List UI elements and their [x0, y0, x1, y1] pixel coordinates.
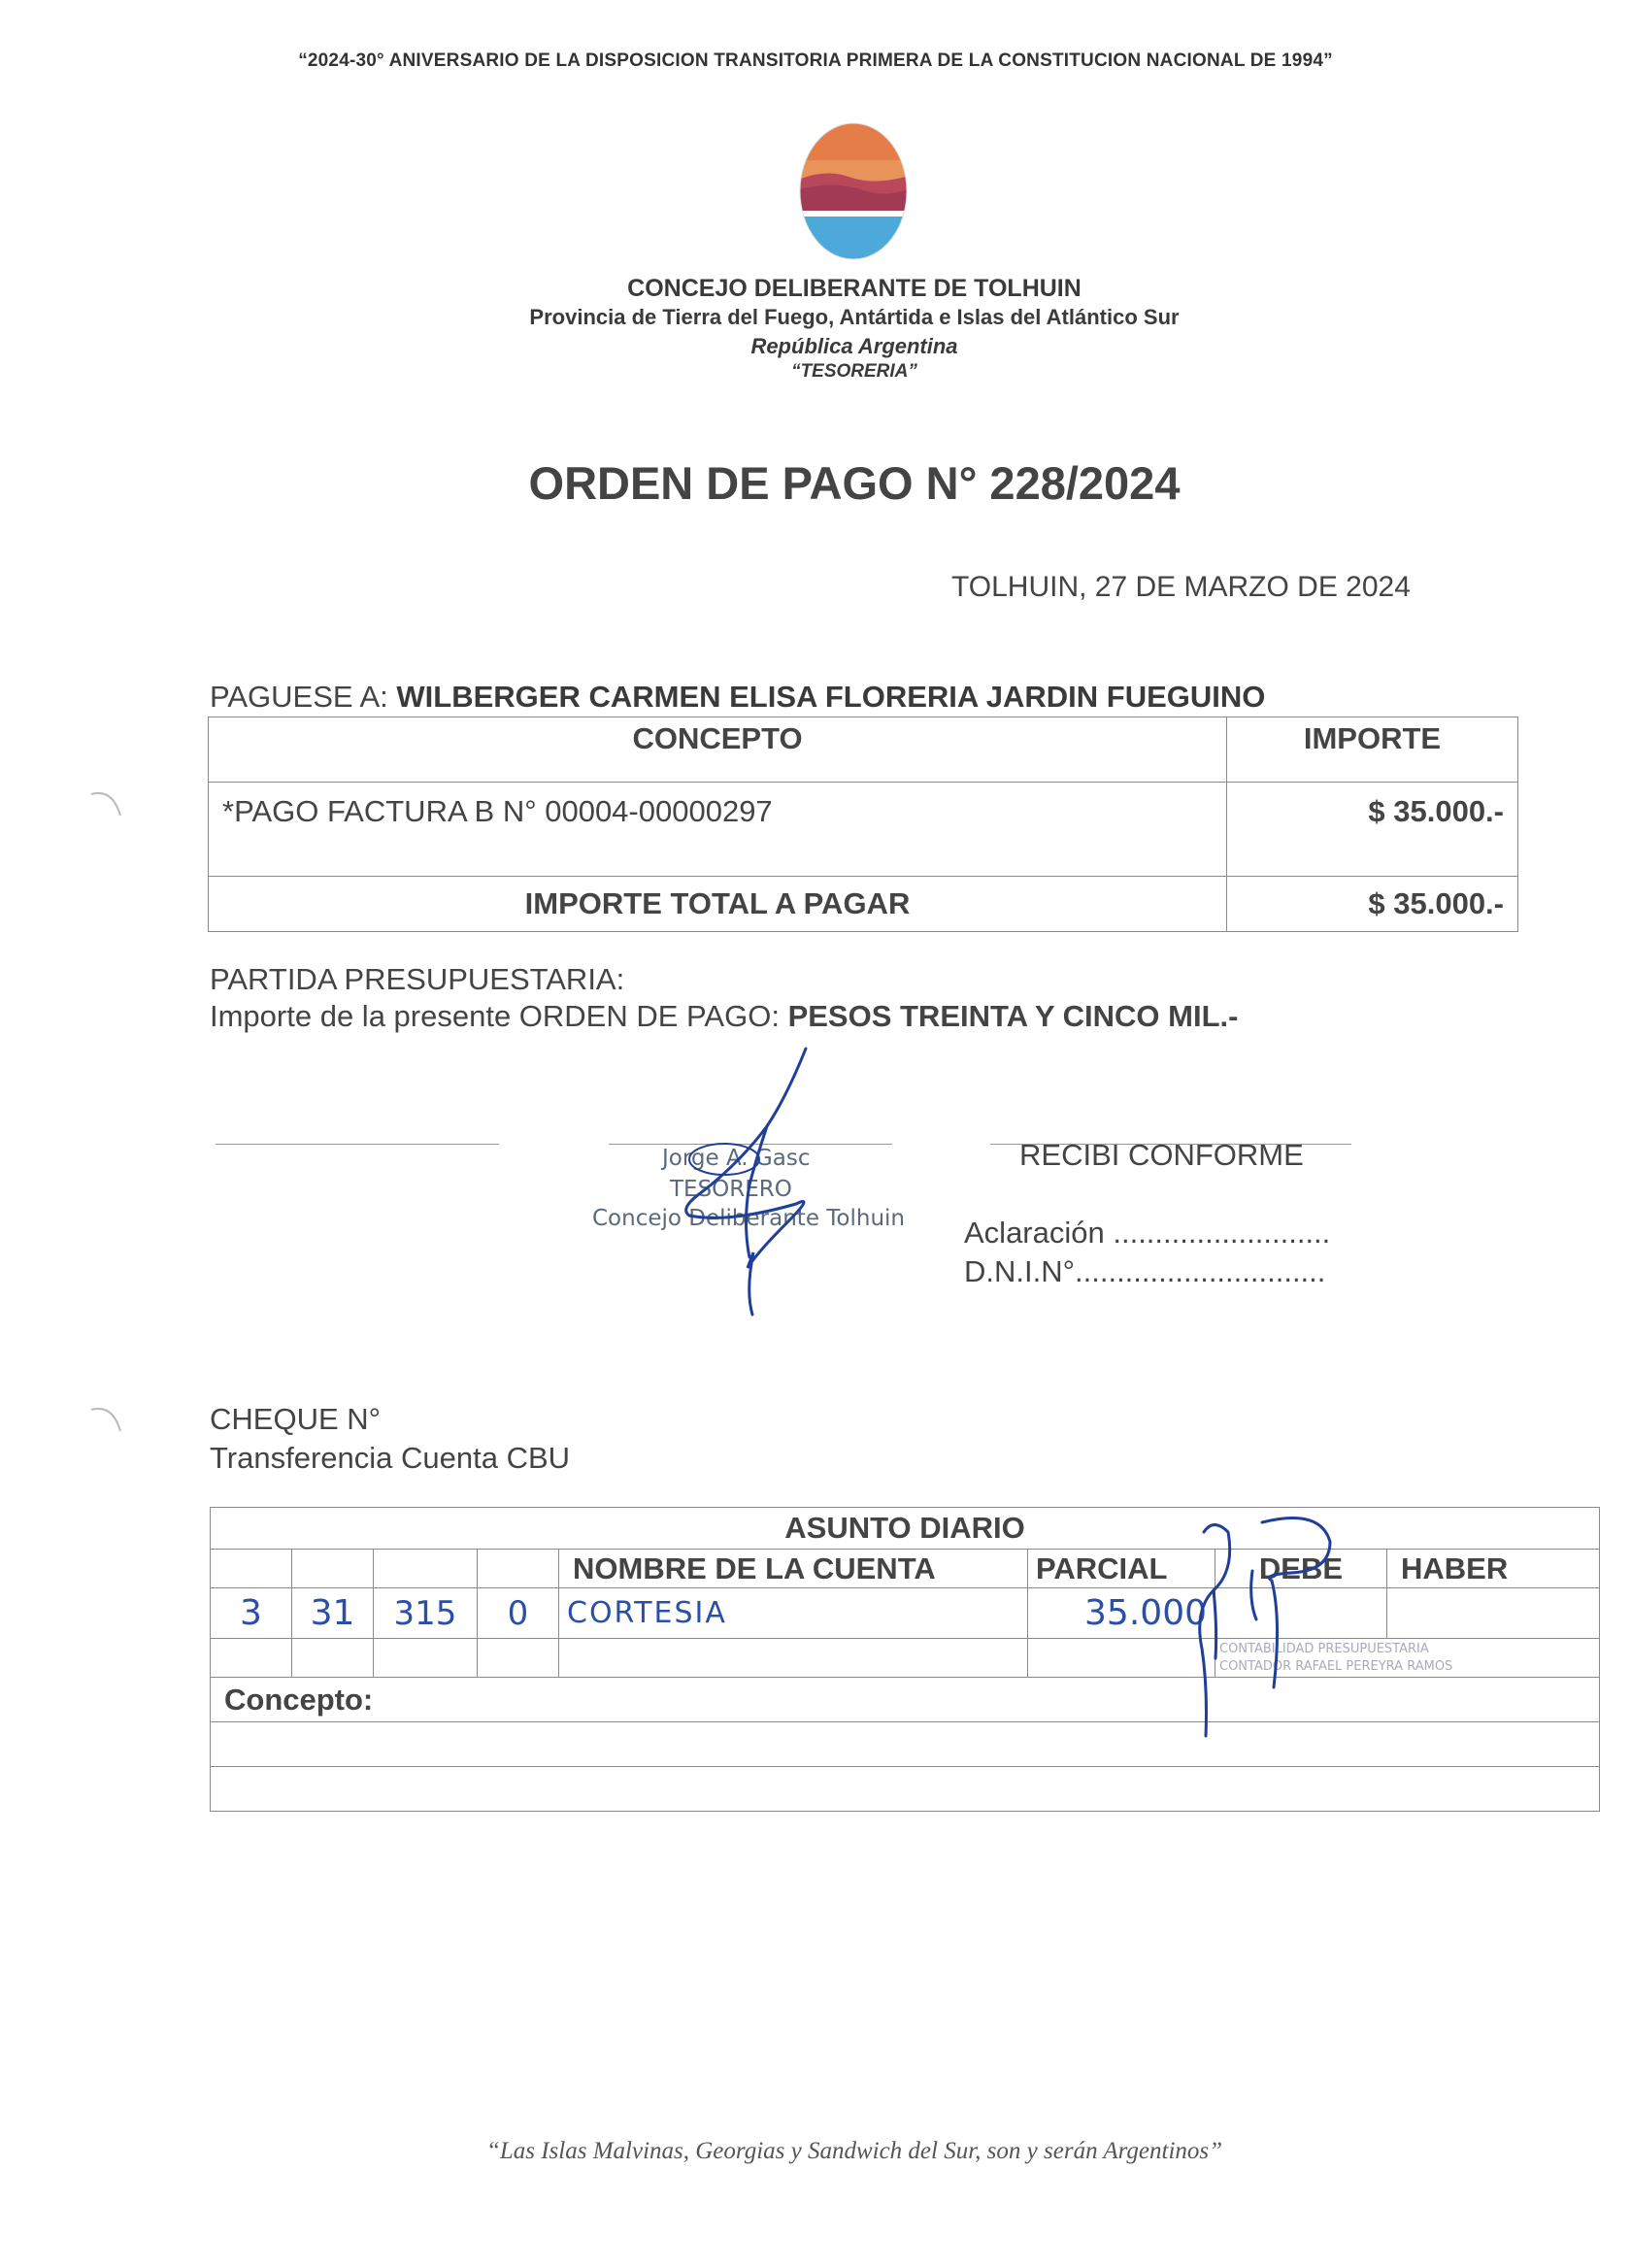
empty-cell: [559, 1639, 1028, 1678]
place-date: TOLHUIN, 27 DE MARZO DE 2024: [951, 571, 1411, 603]
table-row: [211, 1767, 1600, 1812]
haber-cell: [1387, 1588, 1600, 1639]
concepto-label: Concepto:: [211, 1678, 1600, 1722]
payee-label: PAGUESE A:: [210, 680, 388, 714]
item-amount: $ 35.000.-: [1227, 783, 1518, 877]
stamp-line-1: CONTABILIDAD PRESUPUESTARIA: [1219, 1641, 1429, 1656]
province-line: Provincia de Tierra del Fuego, Antártida e Islas del Atlántico Sur: [529, 305, 1180, 329]
partida-label: PARTIDA PRESUPUESTARIA:: [210, 962, 625, 996]
code-3: 315: [374, 1588, 478, 1639]
payee-line: [210, 680, 1265, 715]
department-line: “TESORERIA”: [791, 361, 917, 382]
aclaracion-field: Aclaración ..........................: [964, 1216, 1331, 1250]
total-row: [209, 877, 1518, 932]
code-col-header: [292, 1550, 374, 1588]
punch-hole-mark: [89, 786, 128, 821]
table-row: [211, 1588, 1600, 1639]
asunto-title: ASUNTO DIARIO: [211, 1508, 1600, 1550]
debe-col-header: DEBE: [1215, 1550, 1387, 1588]
parcial-col-header: PARCIAL: [1028, 1550, 1215, 1588]
code-4: 0: [478, 1588, 559, 1639]
org-name: CONCEJO DELIBERANTE DE TOLHUIN: [627, 275, 1082, 302]
receipt-fields: [964, 1214, 1330, 1291]
table-row: [211, 1678, 1600, 1722]
code-col-header: [478, 1550, 559, 1588]
stamp-line-2: CONTADOR RAFAEL PEREYRA RAMOS: [1219, 1658, 1453, 1674]
table-row: [211, 1639, 1600, 1678]
dni-field: D.N.I.N°..............................: [964, 1254, 1326, 1288]
total-label: IMPORTE TOTAL A PAGAR: [209, 877, 1227, 932]
asunto-header-row: [211, 1550, 1600, 1588]
anniversary-banner: “2024-30° ANIVERSARIO DE LA DISPOSICION TRANSITORIA PRIMERA DE LA CONSTITUCION NACIONAL DE 1994”: [298, 50, 1333, 71]
code-2: 31: [292, 1588, 374, 1639]
total-amount: $ 35.000.-: [1227, 877, 1518, 932]
footer-motto: “Las Islas Malvinas, Georgias y Sandwich del Sur, son y serán Argentinos”: [485, 2138, 1223, 2164]
table-header-row: [209, 717, 1518, 783]
signature-line-left: [216, 1144, 499, 1145]
empty-cell: [211, 1767, 1600, 1812]
treasurer-signature: [621, 1039, 854, 1320]
concejo-logo: [798, 121, 909, 261]
empty-cell: [211, 1639, 292, 1678]
transfer-label: Transferencia Cuenta CBU: [210, 1441, 571, 1475]
table-row: [211, 1722, 1600, 1767]
empty-cell: [478, 1639, 559, 1678]
stamp-org: Concejo Deliberante Tolhuin: [592, 1206, 905, 1231]
empty-cell: [292, 1639, 374, 1678]
empty-cell: [374, 1639, 478, 1678]
empty-cell: [211, 1722, 1600, 1767]
account-col-header: NOMBRE DE LA CUENTA: [559, 1550, 1028, 1588]
payee-name: WILBERGER CARMEN ELISA FLORERIA JARDIN FUEGUINO: [396, 680, 1266, 714]
amount-words: PESOS TREINTA Y CINCO MIL.-: [787, 999, 1239, 1033]
amount-words-line: [210, 998, 1238, 1035]
table-row: [209, 783, 1518, 877]
code-col-header: [374, 1550, 478, 1588]
cheque-section: [210, 1400, 570, 1478]
stamp-name: Jorge A. Gasc: [662, 1146, 811, 1171]
accountant-signature: [1184, 1513, 1379, 1765]
asunto-title-row: [211, 1508, 1600, 1550]
amount-prefix: Importe de la presente ORDEN DE PAGO:: [210, 999, 780, 1033]
parcial-value: 35.000: [1028, 1588, 1215, 1639]
punch-hole-mark: [89, 1402, 128, 1437]
concept-header: CONCEPTO: [209, 717, 1227, 783]
amount-header: IMPORTE: [1227, 717, 1518, 783]
order-title: ORDEN DE PAGO N° 228/2024: [528, 457, 1181, 509]
account-name: CORTESIA: [559, 1588, 1028, 1639]
stamp-role: TESORERO: [670, 1177, 792, 1202]
budget-section: [210, 961, 1238, 1035]
country-line: República Argentina: [750, 334, 958, 358]
payment-table: [208, 717, 1518, 932]
cheque-label: CHEQUE N°: [210, 1402, 382, 1436]
received-label: RECIBI CONFORME: [1019, 1138, 1304, 1172]
code-col-header: [211, 1550, 292, 1588]
asunto-diario-table: [210, 1507, 1600, 1812]
haber-col-header: HABER: [1387, 1550, 1600, 1588]
code-1: 3: [211, 1588, 292, 1639]
item-concept: *PAGO FACTURA B N° 00004-00000297: [209, 783, 1227, 877]
